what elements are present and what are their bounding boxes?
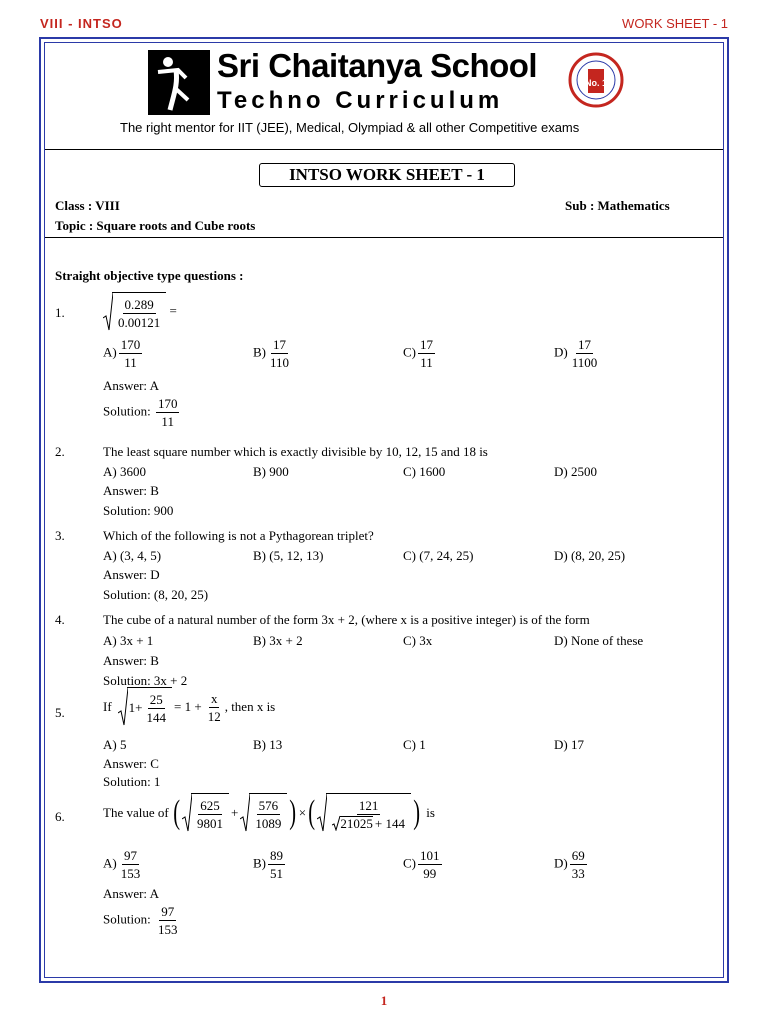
right-paren: ) (413, 794, 421, 831)
fraction-denominator: 1089 (255, 815, 282, 831)
answer: Answer: B (103, 653, 159, 668)
question-text: The cube of a natural number of the form 3x + 2, (where x is a positive integer) is of the form (103, 612, 590, 627)
answer: Answer: C (103, 756, 159, 771)
solution: Solution: 900 (103, 503, 174, 518)
class-label: Class : VIII (55, 198, 120, 213)
option-c: C) (7, 24, 25) (403, 548, 474, 563)
question-number: 3. (55, 528, 65, 543)
left-paren: ( (308, 794, 316, 831)
question-number: 4. (55, 612, 65, 627)
question-suffix: is (426, 805, 435, 820)
option-b: B) 13 (253, 737, 283, 752)
denominator-tail: + 144 (374, 815, 405, 831)
fraction-denominator: 11 (161, 414, 174, 429)
fraction-numerator: 0.289 (124, 296, 154, 312)
answer: Answer: D (103, 567, 160, 582)
fraction-numerator: 625 (200, 797, 220, 813)
fraction-denominator: 51 (270, 866, 283, 881)
fraction-denominator (330, 815, 407, 832)
seal-icon (568, 52, 624, 108)
sqrt (240, 793, 287, 833)
fraction-numerator: 89 (270, 848, 283, 863)
fraction-numerator: 170 (157, 396, 178, 411)
section-heading: Straight objective type questions : (55, 268, 244, 283)
fraction-numerator: 576 (258, 797, 279, 813)
sqrt (317, 793, 411, 833)
question-6-expression (103, 793, 435, 833)
option-c: C) 1600 (403, 464, 446, 479)
sqrt (103, 292, 166, 332)
option-d: D) 17 (554, 737, 584, 752)
fraction-numerator: x (210, 690, 218, 706)
seal-text: No. 1 (584, 78, 608, 88)
option-label: B) (253, 344, 266, 360)
solution (103, 395, 181, 430)
option-label: D) (554, 855, 568, 871)
fraction-numerator: 101 (420, 848, 440, 863)
option-a: A) (3, 4, 5) (103, 548, 162, 563)
header-worksheet-label: WORK SHEET - 1 (622, 16, 728, 31)
solution: Solution: 1 (103, 774, 161, 789)
option-d: D) 2500 (554, 464, 597, 479)
topic-label: Topic : Square roots and Cube roots (55, 218, 256, 233)
option-d: D) None of these (554, 633, 644, 648)
option-label: A) (103, 855, 117, 871)
fraction-denominator: 110 (270, 355, 290, 370)
option-c: C) 1 (403, 737, 426, 752)
divider-bottom (45, 237, 723, 238)
fraction-denominator: 11 (124, 355, 137, 370)
left-paren: ( (172, 794, 180, 831)
option-d: D) (8, 20, 25) (554, 548, 626, 563)
option-a (103, 336, 144, 371)
fraction-numerator: 17 (273, 337, 287, 352)
question-5-expression (103, 687, 275, 727)
fraction-numerator: 25 (149, 691, 163, 707)
fraction-denominator: 1100 (571, 355, 598, 370)
fraction-denominator: 144 (146, 709, 167, 725)
sqrt (182, 793, 229, 833)
answer: Answer: A (103, 378, 159, 393)
option-c: C) 3x (403, 633, 433, 648)
question-text: Which of the following is not a Pythagorean triplet? (103, 528, 374, 543)
fraction-numerator: 97 (161, 904, 175, 919)
divider-top (45, 149, 723, 150)
fraction-denominator: 9801 (197, 815, 224, 831)
plus-sign: + (231, 805, 239, 820)
option-label: C) (403, 855, 416, 871)
runner-icon (148, 50, 210, 115)
page-frame-inner (44, 42, 724, 978)
solution-label: Solution: (103, 403, 151, 419)
option-d (554, 336, 601, 371)
option-d (554, 847, 589, 882)
sqrt (118, 687, 172, 727)
solution-label: Solution: (103, 911, 151, 927)
option-c (403, 336, 437, 371)
term-one: 1+ (128, 700, 143, 715)
question-number: 6. (55, 809, 65, 824)
option-b (253, 336, 293, 371)
fraction-denominator: 99 (423, 866, 437, 881)
fraction-numerator: 17 (577, 337, 591, 352)
fraction-denominator: 153 (157, 922, 178, 937)
option-a: A) 3600 (103, 464, 146, 479)
option-a: A) 3x + 1 (103, 633, 154, 648)
school-name: Sri Chaitanya School (217, 47, 538, 84)
number-one-seal (568, 52, 624, 108)
option-a (103, 847, 144, 882)
fraction-denominator: 153 (120, 866, 141, 881)
subject-label: Sub : Mathematics (565, 198, 670, 213)
solution: Solution: (8, 20, 25) (103, 587, 209, 602)
fraction-numerator: 69 (571, 848, 585, 863)
fraction-denominator: 33 (571, 866, 585, 881)
question-prefix: If (103, 699, 112, 714)
option-label: C) (403, 344, 416, 360)
option-a: A) 5 (103, 737, 127, 752)
fraction-denominator: 12 (207, 708, 221, 724)
fraction-numerator: 97 (123, 848, 137, 863)
fraction-numerator: 17 (420, 337, 433, 352)
worksheet-title: INTSO WORK SHEET - 1 (259, 163, 515, 187)
right-paren: ) (289, 794, 297, 831)
question-prefix: The value of (103, 805, 169, 820)
equals-term: = 1 + (174, 699, 202, 714)
question-number: 2. (55, 444, 65, 459)
option-label: A) (103, 344, 117, 360)
solution: Solution: 3x + 2 (103, 673, 188, 688)
radical-icon (332, 815, 340, 831)
option-b: B) 3x + 2 (253, 633, 303, 648)
answer: Answer: B (103, 483, 159, 498)
equals-sign: = (169, 302, 177, 318)
question-number: 5. (55, 705, 65, 720)
header-class-label: VIII - INTSO (40, 16, 123, 31)
question-number: 1. (55, 305, 65, 320)
fraction-denominator: 0.00121 (118, 314, 161, 330)
tagline: The right mentor for IIT (JEE), Medical, Olympiad & all other Competitive exams (120, 120, 580, 135)
option-c (403, 847, 444, 882)
answer: Answer: A (103, 886, 159, 901)
question-text: The least square number which is exactly divisible by 10, 12, 15 and 18 is (103, 444, 488, 459)
option-b: B) (5, 12, 13) (253, 548, 324, 563)
option-b (253, 847, 287, 882)
fraction-numerator: 121 (358, 797, 379, 813)
question-suffix: , then x is (224, 699, 276, 714)
solution (103, 903, 181, 938)
question-1-expression (103, 292, 177, 332)
page-number: 1 (380, 993, 388, 1008)
option-b: B) 900 (253, 464, 289, 479)
inner-radicand: 21025 (340, 815, 373, 831)
fraction-numerator: 170 (120, 337, 141, 352)
times-sign: × (298, 805, 307, 820)
school-logo (148, 50, 210, 115)
curriculum-name: Techno Curriculum (217, 87, 504, 114)
fraction-denominator: 11 (420, 355, 433, 370)
option-label: D) (554, 344, 568, 360)
page-frame (39, 37, 729, 983)
option-label: B) (253, 855, 266, 871)
